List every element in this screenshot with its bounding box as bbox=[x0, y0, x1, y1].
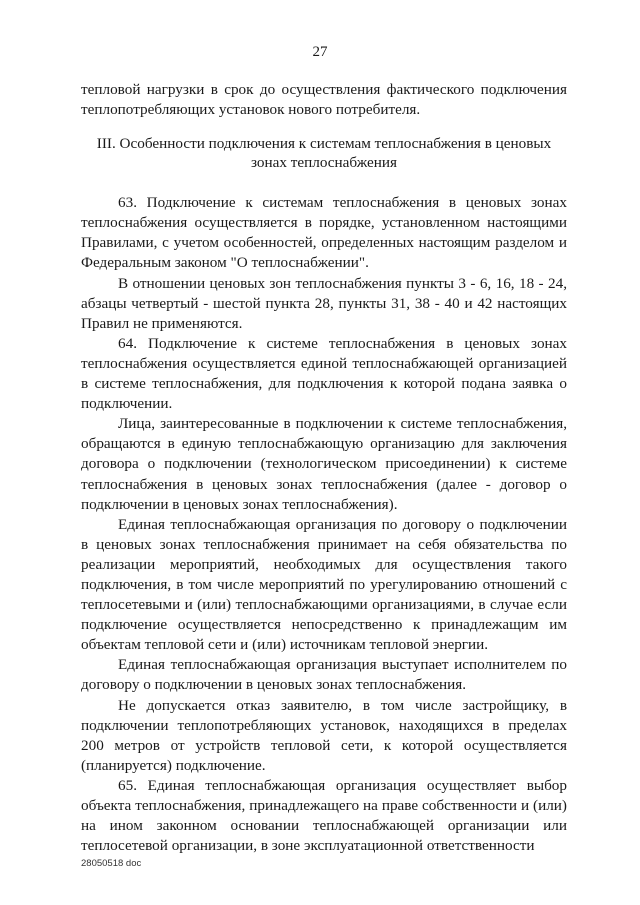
paragraph-continuation: тепловой нагрузки в срок до осуществления фактического подключения теплопотребляющих установок нового потребителя. bbox=[81, 81, 567, 119]
paragraph-63-exceptions: В отношении ценовых зон теплоснабжения пункты 3 - 6, 16, 18 - 24, абзацы четвертый - шестой пункта 28, пункты 31, 38 - 40 и 42 настоящих Правил не применяются. bbox=[81, 274, 567, 332]
paragraph-65: 65. Единая теплоснабжающая организация осуществляет выбор объекта теплоснабжения, принадлежащего на праве собственности и (или) на ином законном основании теплоснабжающей организации или теплосетевой организации, в зоне эксплуатационной ответственности bbox=[81, 776, 567, 855]
footer-file-code: 28050518 doc bbox=[81, 858, 142, 869]
paragraph-64-obligations: Единая теплоснабжающая организация по договору о подключении в ценовых зонах теплоснабжения принимает на себя обязательства по реализации мероприятий, необходимых для осуществления такого подключения, в том числе мероприятий по урегулированию отношений с теплосетевыми и (или) теплоснабжающими организациями, в случае если подключение осуществляется непосредственно к принадлежащим им объектам тепловой сети и (или) источникам тепловой энергии. bbox=[81, 515, 567, 654]
paragraph-64-applicants: Лица, заинтересованные в подключении к системе теплоснабжения, обращаются в единую теплоснабжающую организацию для заключения договора о подключении (технологическом присоединении) к системе теплоснабжения в ценовых зонах теплоснабжения (далее - договор о подключении в ценовых зонах теплоснабжения). bbox=[81, 415, 567, 513]
document-body bbox=[81, 80, 567, 856]
paragraph-64: 64. Подключение к системе теплоснабжения в ценовых зонах теплоснабжения осуществляется единой теплоснабжающей организацией в системе теплоснабжения, для подключения к которой подана заявка о подключении. bbox=[81, 334, 567, 413]
paragraph-64-refusal: Не допускается отказ заявителю, в том числе застройщику, в подключении теплопотребляющих установок, находящихся в пределах 200 метров от устройств тепловой сети, к которой осуществляется (планируется) подключение. bbox=[81, 696, 567, 774]
section-heading: III. Особенности подключения к системам теплоснабжения в ценовых зонах теплоснабжения bbox=[96, 135, 552, 172]
page-number: 27 bbox=[312, 44, 328, 60]
paragraph-63: 63. Подключение к системам теплоснабжения в ценовых зонах теплоснабжения осуществляется в порядке, установленном настоящими Правилами, с учетом особенностей, определенных настоящим разделом и Федеральным законом "О теплоснабжении". bbox=[81, 194, 567, 272]
paragraph-64-executor: Единая теплоснабжающая организация выступает исполнителем по договору о подключении в ценовых зонах теплоснабжения. bbox=[81, 656, 567, 694]
